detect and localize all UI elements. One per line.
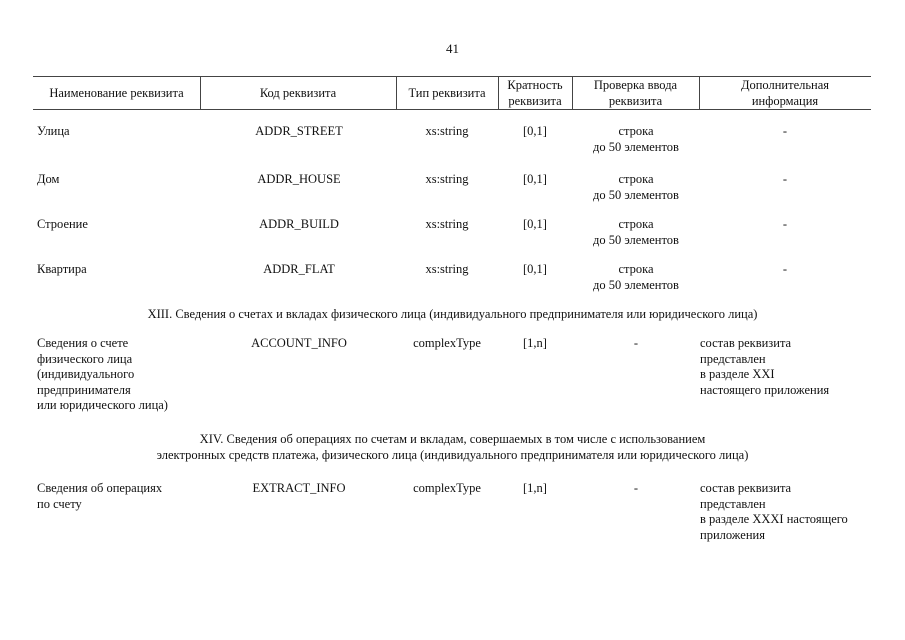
requisite-type: xs:string (425, 217, 469, 231)
requisite-multiplicity: [1,n] (523, 481, 547, 495)
requisite-type: complexType (413, 336, 481, 350)
text-line: Код реквизита (259, 86, 337, 100)
text-line: XIV. Сведения об операциях по счетам и вкладам, совершаемых в том числе с использованием (199, 432, 706, 446)
header-multiplicity (498, 78, 572, 109)
text-line: состав реквизита (700, 481, 792, 495)
text-line: Улица (37, 124, 70, 138)
text-line: предпринимателя (37, 382, 131, 397)
requisite-check (574, 172, 698, 203)
requisite-multiplicity: [0,1] (523, 124, 547, 138)
text-line: строка (618, 262, 654, 276)
requisite-check (574, 481, 698, 497)
requisite-type: xs:string (425, 262, 469, 276)
text-line: Наименование реквизита (49, 86, 184, 100)
text-line: настоящего приложения (700, 382, 830, 397)
section-title-xiv (0, 432, 905, 463)
text-line: строка (618, 217, 654, 231)
requisite-multiplicity: [0,1] (523, 172, 547, 186)
requisite-code: ACCOUNT_INFO (251, 336, 347, 350)
text-line: до 50 элементов (593, 277, 679, 292)
requisite-multiplicity: [1,n] (523, 336, 547, 350)
requisite-check (574, 124, 698, 155)
text-line: - (633, 481, 639, 495)
text-line: приложения (700, 527, 765, 542)
text-line: в разделе XXXI настоящего (700, 512, 848, 526)
text-line: реквизита (508, 93, 562, 108)
text-line: до 50 элементов (593, 139, 679, 154)
text-line: Кратность (507, 78, 563, 92)
requisite-multiplicity: [0,1] (523, 262, 547, 276)
text-line: до 50 элементов (593, 187, 679, 202)
text-line: Дом (37, 172, 60, 186)
requisite-type: complexType (413, 481, 481, 495)
text-line: - (633, 336, 639, 350)
table-header-rule (33, 109, 871, 110)
requisite-name (37, 124, 212, 140)
requisite-code: ADDR_BUILD (259, 217, 339, 231)
text-line: строка (618, 124, 654, 138)
text-line: реквизита (608, 93, 663, 108)
text-line: состав реквизита (700, 336, 792, 350)
table-top-rule (33, 76, 871, 77)
text-line: Квартира (37, 262, 87, 276)
text-line: или юридического лица) (37, 398, 168, 412)
text-line: Сведения об операциях (37, 481, 163, 495)
text-line: в разделе XXI (700, 367, 775, 381)
text-line: XIII. Сведения о счетах и вкладах физического лица (индивидуального предпринимателя или юридического лица) (147, 307, 758, 321)
requisite-name (37, 217, 212, 233)
requisite-name (37, 481, 212, 512)
header-code (200, 86, 396, 102)
requisite-info: - (782, 262, 788, 276)
text-line: физического лица (37, 351, 133, 366)
requisite-info: - (782, 124, 788, 138)
requisite-name (37, 336, 212, 414)
section-title-xiii (0, 307, 905, 323)
header-info (699, 78, 871, 109)
header-name (33, 86, 200, 102)
requisite-check (574, 336, 698, 352)
page-number: 41 (446, 41, 459, 56)
requisite-code: ADDR_HOUSE (257, 172, 341, 186)
requisite-check (574, 262, 698, 293)
requisite-info (700, 481, 872, 543)
requisite-multiplicity: [0,1] (523, 217, 547, 231)
requisite-type: xs:string (425, 124, 469, 138)
text-line: информация (751, 93, 819, 108)
text-line: Дополнительная (740, 78, 830, 92)
text-line: представлен (700, 496, 766, 511)
requisite-info: - (782, 217, 788, 231)
text-line: (индивидуального (37, 367, 135, 381)
text-line: до 50 элементов (593, 232, 679, 247)
requisite-code: ADDR_STREET (255, 124, 343, 138)
text-line: по счету (37, 496, 82, 511)
requisite-info: - (782, 172, 788, 186)
requisite-check (574, 217, 698, 248)
text-line: строка (618, 172, 654, 186)
requisite-type: xs:string (425, 172, 469, 186)
requisite-info (700, 336, 872, 398)
requisite-code: EXTRACT_INFO (252, 481, 346, 495)
text-line: Сведения о счете (37, 336, 129, 350)
text-line: электронных средств платежа, физического лица (индивидуального предпринимателя или юридического лица) (156, 447, 749, 462)
text-line: представлен (700, 351, 766, 366)
header-check (572, 78, 699, 109)
requisite-name (37, 172, 212, 188)
requisite-code: ADDR_FLAT (263, 262, 335, 276)
text-line: Проверка ввода (593, 78, 678, 92)
text-line: Тип реквизита (408, 86, 486, 100)
header-type (396, 86, 498, 102)
requisite-name (37, 262, 212, 278)
text-line: Строение (37, 217, 88, 231)
